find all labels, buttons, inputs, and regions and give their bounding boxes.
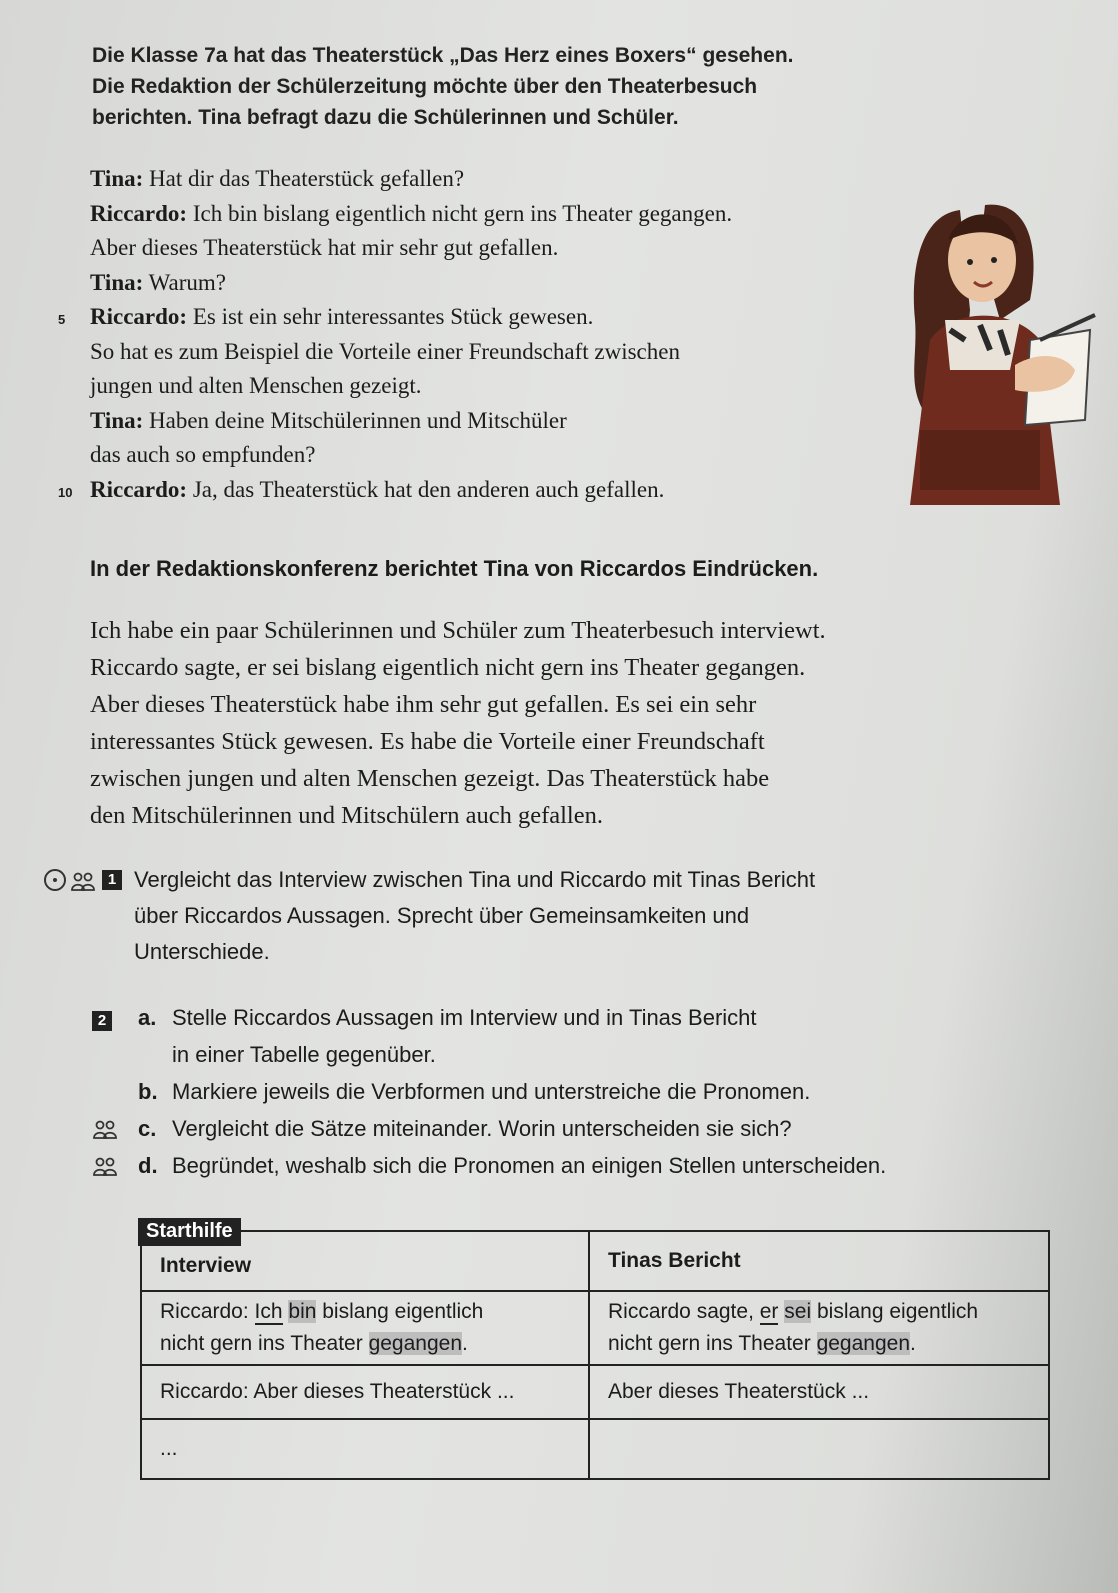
intro-text <box>92 40 922 133</box>
pronoun-underlined: er <box>759 1300 779 1323</box>
partner-work-icon <box>92 1156 118 1176</box>
subtask-text: Begründet, weshalb sich die Pronomen an einigen Stellen unterscheiden. <box>172 1153 887 1178</box>
speech-text: jungen und alten Menschen gezeigt. <box>90 373 422 398</box>
table-cell: ... <box>141 1419 589 1479</box>
line-number: 5 <box>58 312 66 327</box>
pronoun-underlined: Ich <box>254 1300 283 1323</box>
interview-line <box>90 335 930 370</box>
interview-line <box>58 300 930 335</box>
subtask-text: Markiere jeweils die Verbformen und unterstreiche die Pronomen. <box>172 1079 811 1104</box>
cell-text: . <box>462 1332 468 1355</box>
task-number-badge: 1 <box>102 870 122 890</box>
line-number: 10 <box>58 484 73 500</box>
report-line: Ich habe ein paar Schülerinnen und Schüler zum Theaterbesuch interviewt. <box>90 617 826 644</box>
subtask-label: c. <box>138 1116 157 1141</box>
intro-line: Die Klasse 7a hat das Theaterstück „Das Herz eines Boxers“ gesehen. <box>92 44 794 67</box>
comparison-table <box>140 1230 1050 1480</box>
table-cell: Riccardo: Aber dieses Theaterstück ... <box>141 1365 589 1419</box>
speech-text: Haben deine Mitschülerinnen und Mitschüler <box>149 407 567 433</box>
speech-text: Warum? <box>148 269 226 295</box>
speaker-label: Riccardo: <box>90 304 188 329</box>
verb-highlight: gegangen <box>816 1332 911 1355</box>
interview-line <box>58 473 930 508</box>
interview-line <box>90 197 930 232</box>
task-1 <box>44 862 1024 970</box>
table-cell: Aber dieses Theaterstück ... <box>589 1365 1049 1419</box>
task-2 <box>92 1000 1082 1185</box>
report-line: Aber dieses Theaterstück habe ihm sehr gut gefallen. Es sei ein sehr <box>90 691 757 718</box>
table-header-interview: Interview <box>141 1231 589 1291</box>
audio-circle-icon <box>44 869 66 891</box>
intro-line: Die Redaktion der Schülerzeitung möchte über den Theaterbesuch <box>92 75 758 98</box>
interview-line <box>90 162 930 197</box>
speech-text: Es ist ein sehr interessantes Stück gewesen. <box>192 304 594 329</box>
speech-text: Hat dir das Theaterstück gefallen? <box>149 166 465 191</box>
subtask-text: in einer Tabelle gegenüber. <box>172 1042 436 1067</box>
partner-work-icon <box>92 1119 118 1139</box>
cell-text: bislang eigentlich <box>316 1300 484 1323</box>
subtask-text: Stelle Riccardos Aussagen im Interview und in Tinas Bericht <box>172 1005 757 1030</box>
speech-text: Aber dieses Theaterstück hat mir sehr gut gefallen. <box>90 235 559 260</box>
starthilfe-label: Starthilfe <box>138 1218 241 1246</box>
verb-highlight: bin <box>288 1300 317 1323</box>
table-cell <box>589 1419 1049 1479</box>
interview-line <box>90 369 930 404</box>
interview-line <box>90 266 930 301</box>
report-line: den Mitschülerinnen und Mitschülern auch gefallen. <box>90 802 603 829</box>
cell-text: Riccardo sagte, <box>608 1300 760 1323</box>
speaker-label: Riccardo: <box>90 476 188 502</box>
report-line: Riccardo sagte, er sei bislang eigentlich nicht gern ins Theater gegangen. <box>90 654 806 681</box>
subtask-text: Vergleicht die Sätze miteinander. Worin unterscheiden sie sich? <box>172 1116 792 1141</box>
verb-highlight: gegangen <box>368 1332 463 1355</box>
table-cell <box>141 1291 589 1365</box>
report-line: zwischen jungen und alten Menschen gezeigt. Das Theaterstück habe <box>90 765 770 792</box>
subtask-label: a. <box>138 1005 157 1030</box>
task-number-badge: 2 <box>92 1011 112 1031</box>
speaker-label: Tina: <box>90 407 144 433</box>
cell-text: nicht gern ins Theater <box>608 1332 817 1355</box>
task-line: Unterschiede. <box>134 939 270 964</box>
interview-line <box>90 438 930 473</box>
report-heading: In der Redaktionskonferenz berichtet Tina von Riccardos Eindrücken. <box>90 556 819 581</box>
cell-text: Riccardo: <box>160 1300 255 1323</box>
speech-text: Ich bin bislang eigentlich nicht gern ins Theater gegangen. <box>192 200 733 226</box>
partner-work-icon <box>70 871 96 891</box>
table-header-bericht: Tinas Bericht <box>589 1231 1049 1291</box>
task-line: Vergleicht das Interview zwischen Tina und Riccardo mit Tinas Bericht <box>134 867 816 892</box>
report-text <box>90 612 1010 834</box>
cell-text: nicht gern ins Theater <box>160 1332 369 1355</box>
interview-line <box>90 231 930 266</box>
intro-line: berichten. Tina befragt dazu die Schülerinnen und Schüler. <box>92 106 679 129</box>
report-line: interessantes Stück gewesen. Es habe die Vorteile einer Freundschaft <box>90 728 765 755</box>
speech-text: So hat es zum Beispiel die Vorteile einer Freundschaft zwischen <box>90 338 680 364</box>
speaker-label: Tina: <box>90 166 144 191</box>
cell-text: . <box>910 1332 916 1355</box>
verb-highlight: sei <box>784 1300 812 1323</box>
table-cell <box>589 1291 1049 1365</box>
task-line: über Riccardos Aussagen. Sprecht über Gemeinsamkeiten und <box>134 903 750 928</box>
subtask-label: d. <box>138 1153 158 1178</box>
subtask-label: b. <box>138 1079 158 1104</box>
interview-line <box>90 404 930 439</box>
speech-text: das auch so empfunden? <box>90 442 316 467</box>
reporter-girl-illustration <box>890 190 1100 505</box>
speaker-label: Tina: <box>90 269 144 295</box>
speaker-label: Riccardo: <box>90 200 188 226</box>
cell-text: bislang eigentlich <box>811 1300 979 1323</box>
interview-text <box>58 162 930 507</box>
speech-text: Ja, das Theaterstück hat den anderen auch gefallen. <box>192 476 665 502</box>
